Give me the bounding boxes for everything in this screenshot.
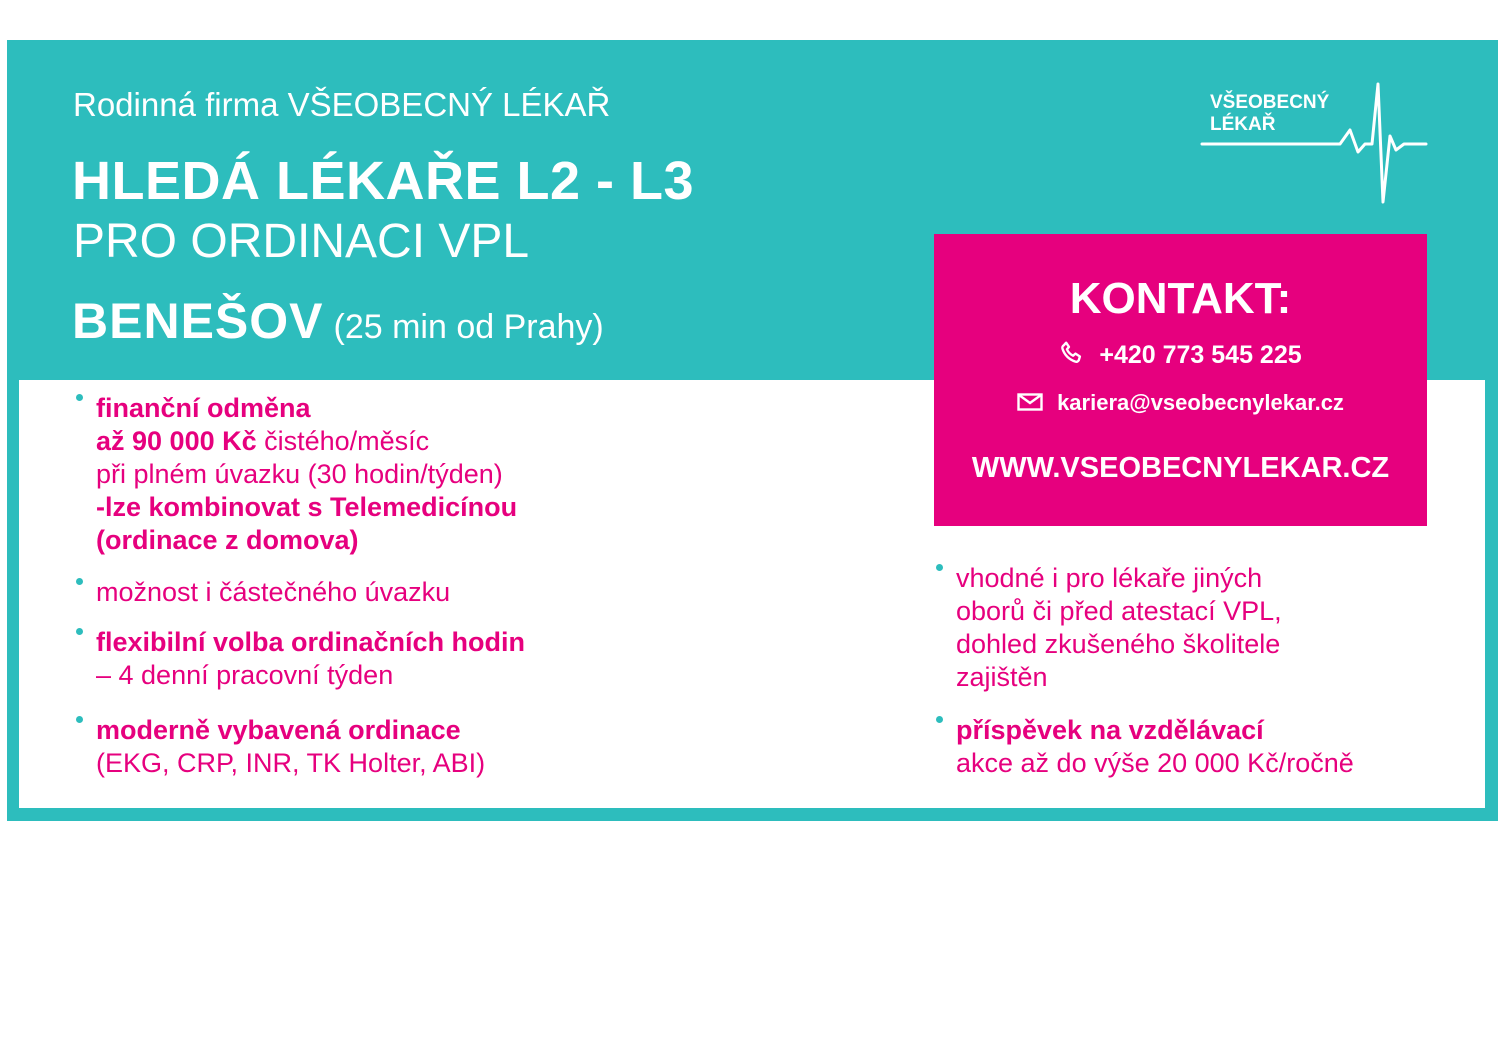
list-item-equipment [96,714,485,780]
bullet-dot [76,716,83,723]
contact-box [934,234,1427,526]
location-row [72,292,604,350]
bullet-dot [76,578,83,585]
city-name: BENEŠOV [72,293,324,349]
equipment-title: moderně vybavená ordinace [96,715,461,745]
city-note: (25 min od Prahy) [333,308,604,346]
phone-number[interactable]: +420 773 545 225 [1099,341,1302,370]
list-item-education [956,714,1354,780]
education-amount: akce až do výše 20 000 Kč/ročně [956,748,1354,778]
suitability-line-3: dohled zkušeného školitele [956,629,1281,659]
flexible-hours-note: – 4 denní pracovní týden [96,660,394,690]
headline: HLEDÁ LÉKAŘE L2 - L3 [72,151,695,211]
suitability-line-1: vhodné i pro lékaře jiných [956,563,1263,593]
email-address[interactable]: kariera@vseobecnylekar.cz [1057,390,1344,415]
bullet-dot [936,716,943,723]
contact-email-row[interactable] [934,390,1427,417]
telemedicine-note: (ordinace z domova) [96,525,359,555]
equipment-list: (EKG, CRP, INR, TK Holter, ABI) [96,748,486,778]
contact-phone-row[interactable] [934,340,1427,373]
website-link[interactable]: WWW.VSEOBECNYLEKAR.CZ [971,452,1390,484]
salary-condition: při plném úvazku (30 hodin/týden) [96,459,503,489]
envelope-icon [1017,391,1043,417]
phone-icon [1059,340,1085,373]
salary-amount-line [96,425,517,458]
bullet-dot [76,628,83,635]
part-time-text: možnost i částečného úvazku [96,577,451,607]
logo-text [1210,92,1329,136]
telemedicine-line: -lze kombinovat s Telemedicínou [96,492,518,522]
logo-line-1: VŠEOBECNÝ [1210,92,1330,113]
flexible-hours-title: flexibilní volba ordinačních hodin [96,627,526,657]
list-item-salary [96,392,517,557]
contact-title: KONTAKT: [1069,274,1292,323]
salary-title: finanční odměna [96,393,311,423]
logo-line-2: LÉKAŘ [1210,114,1276,135]
salary-period: čistého/měsíc [256,426,430,456]
company-subtitle: Rodinná firma VŠEOBECNÝ LÉKAŘ [73,86,611,123]
bullet-dot [936,564,943,571]
list-item-flexible-hours [96,626,525,692]
headline-secondary: PRO ORDINACI VPL [73,215,530,268]
company-logo [1200,82,1430,206]
list-item-part-time [96,576,450,609]
bullet-dot [76,394,83,401]
suitability-line-4: zajištěn [956,662,1048,692]
list-item-suitability [956,562,1282,694]
salary-amount: až 90 000 Kč [96,426,257,456]
suitability-line-2: oborů či před atestací VPL, [956,596,1282,626]
education-title: příspěvek na vzdělávací [956,715,1264,745]
